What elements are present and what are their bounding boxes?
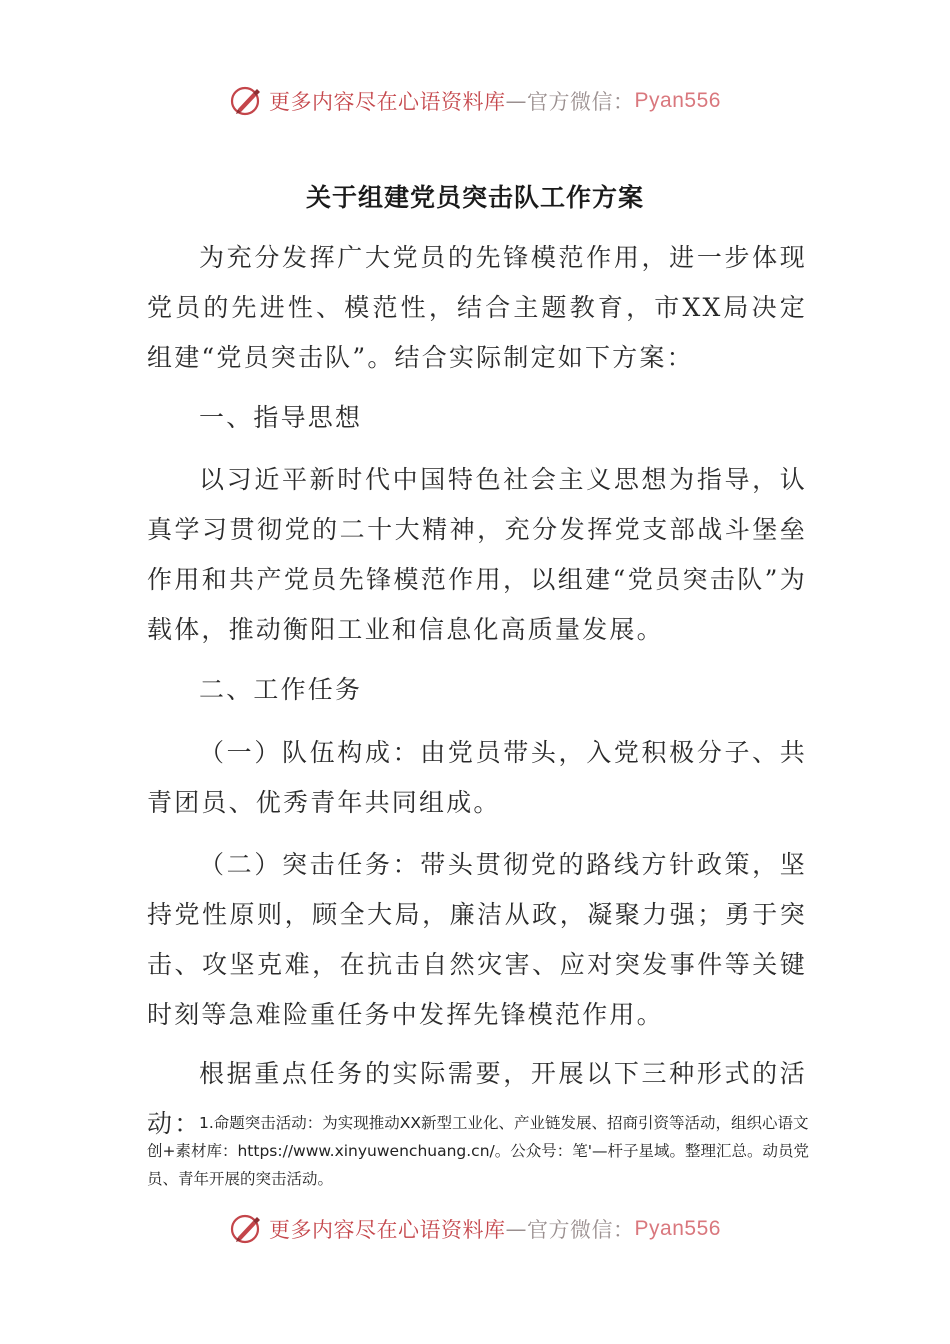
activity-forms-paragraph: 根据重点任务的实际需要，开展以下三种形式的活动： [147, 1059, 807, 1138]
team-composition-paragraph: （一）队伍构成：由党员带头，入党积极分子、共青团员、优秀青年共同组成。 [147, 738, 807, 817]
assault-tasks-paragraph: （二）突击任务：带头贯彻党的路线方针政策，坚持党性原则，顾全大局，廉洁从政，凝聚力强；勇于突击、攻坚克难，在抗击自然灾害、应对突发事件等关键时刻等急难险重任务中发挥先锋模范作用。 [147, 850, 807, 1029]
banner-wechat-id: Pyan556 [634, 89, 721, 112]
section-heading-guiding-ideology: 一、指导思想 [199, 403, 363, 432]
footnote: 1.命题突击活动：为实现推动XX新型工业化、产业链发展、招商引资等活动，组织心语文创+素材库：https://www.xinyuwenchuang.cn/。公众号：笔'—杆子星域。整理汇总。动员党员、青年开展的突击活动。 [147, 1114, 810, 1188]
banner-dash: — [505, 89, 528, 113]
pen-logo-icon [229, 84, 263, 118]
banner-site-text: 更多内容尽在心语资料库 [269, 1218, 506, 1242]
guiding-ideology-paragraph: 以习近平新时代中国特色社会主义思想为指导，认真学习贯彻党的二十大精神，充分发挥党支部战斗堡垒作用和共产党员先锋模范作用，以组建“党员突击队”为载体，推动衡阳工业和信息化高质量发展。 [147, 465, 807, 644]
section-heading-work-tasks: 二、工作任务 [199, 675, 363, 704]
banner-wechat-label: 官方微信： [527, 90, 635, 114]
header-watermark-banner [0, 84, 950, 118]
banner-wechat-label: 官方微信： [527, 1218, 635, 1242]
document-title: 关于组建党员突击队工作方案 [305, 183, 644, 212]
pen-logo-icon [229, 1212, 263, 1246]
banner-site-text: 更多内容尽在心语资料库 [269, 90, 506, 114]
intro-paragraph: 为充分发挥广大党员的先锋模范作用，进一步体现党员的先进性、模范性，结合主题教育，市XX局决定组建“党员突击队”。结合实际制定如下方案： [147, 243, 807, 372]
banner-wechat-id: Pyan556 [634, 1217, 721, 1240]
footer-watermark-banner [0, 1212, 950, 1246]
banner-dash: — [505, 1217, 528, 1241]
